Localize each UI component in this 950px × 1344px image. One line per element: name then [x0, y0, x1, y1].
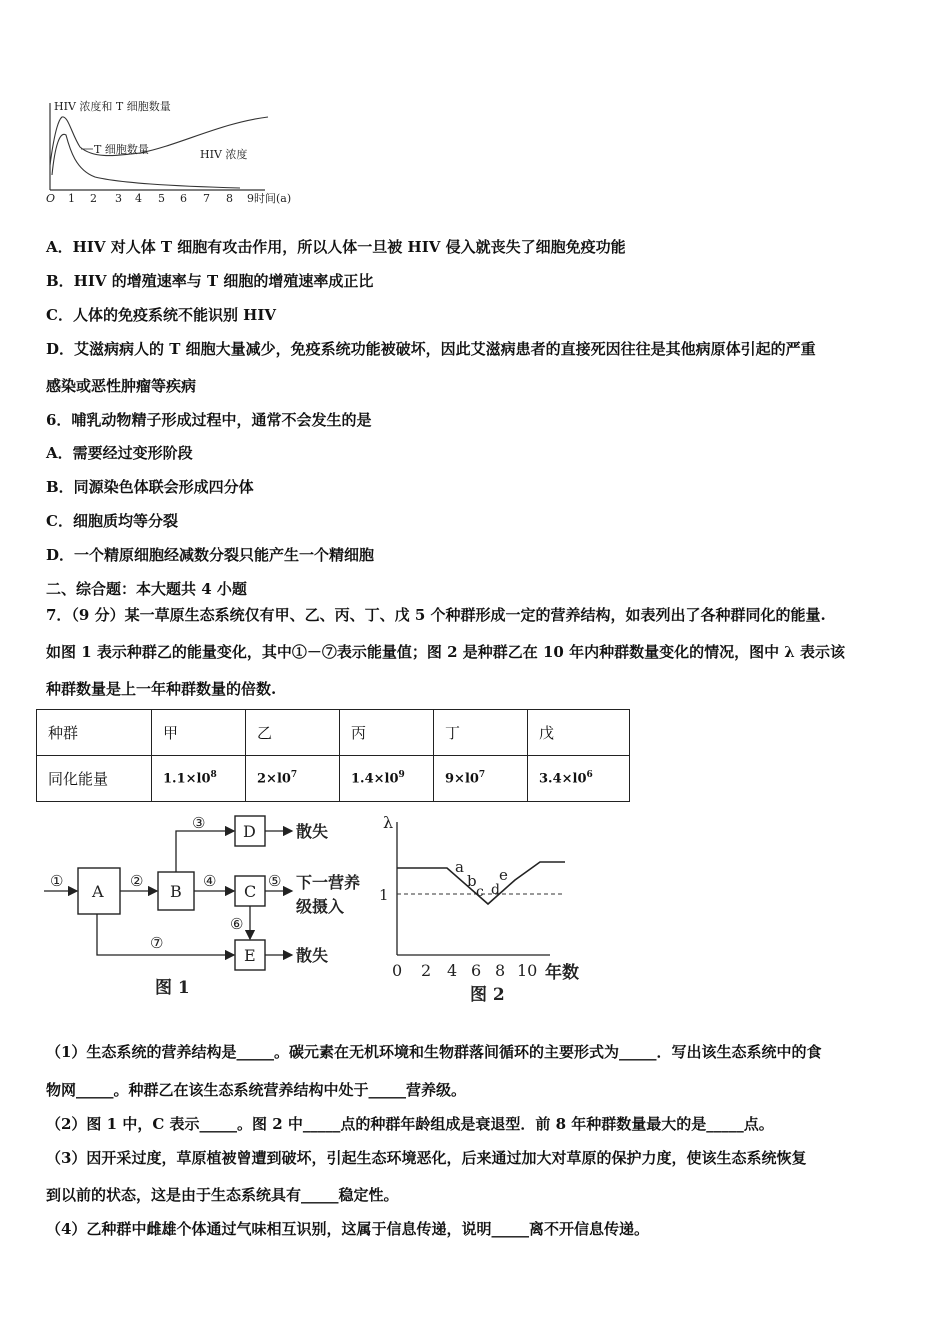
q6-option-d: D．一个精原细胞经减数分裂只能产生一个精细胞	[46, 546, 375, 564]
q7-sub3-line2: 到以前的状态，这是由于生态系统具有_____稳定性。	[46, 1186, 399, 1204]
x-tick: 5	[158, 192, 165, 205]
table-row-label: 同化能量	[37, 756, 152, 802]
mark-3: ③	[192, 814, 206, 832]
q5-option-a: A．HIV 对人体 T 细胞有攻击作用，所以人体一旦被 HIV 侵入就丧失了细胞免疫功能	[46, 238, 626, 256]
value-base: 1.4×l0	[351, 771, 399, 787]
chart-ylabel: HIV 浓度和 T 细胞数量	[54, 100, 171, 113]
figure-1-energy-flow	[40, 810, 380, 1005]
x-tick: 3	[115, 192, 122, 205]
q5-option-c: C．人体的免疫系统不能识别 HIV	[46, 306, 276, 324]
q5-option-d-line1: D．艾滋病病人的 T 细胞大量减少，免疫系统功能被破坏，因此艾滋病患者的直接死因往往是其他病原体引起的严重	[46, 340, 816, 358]
q6-option-b: B．同源染色体联会形成四分体	[46, 478, 254, 496]
x-axis-label: 年数	[545, 963, 579, 983]
x-axis-label: 时间(a)	[254, 192, 292, 205]
table-cell	[434, 756, 528, 802]
arrow-b-d	[176, 831, 234, 872]
q6-option-a: A．需要经过变形阶段	[46, 444, 193, 462]
q6-option-c: C．细胞质均等分裂	[46, 512, 178, 530]
table-cell: 乙	[246, 710, 340, 756]
q7-sub4: （4）乙种群中雌雄个体通过气味相互识别，这属于信息传递，说明_____离不开信息传递。	[46, 1220, 649, 1238]
hiv-tcell-chart	[40, 95, 310, 207]
table-header-row	[37, 710, 630, 756]
point-c: c	[476, 884, 484, 900]
box-a-label: A	[92, 882, 104, 901]
value-exp: 7	[478, 770, 486, 781]
figure-2-lambda-chart	[375, 810, 605, 1010]
mark-6: ⑥	[230, 915, 244, 933]
q7-sub3-line1: （3）因开采过度，草原植被曾遭到破坏，引起生态环境恶化，后来通过加大对草原的保护力度，使该生态系统恢复	[46, 1149, 807, 1167]
table-cell: 种群	[37, 710, 152, 756]
point-e: e	[499, 866, 508, 884]
energy-table	[36, 709, 630, 802]
table-cell	[246, 756, 340, 802]
value-exp: 7	[290, 770, 298, 781]
x-tick: 8	[226, 192, 233, 205]
x-tick: 7	[203, 192, 210, 205]
figure-1-caption: 图 1	[155, 978, 190, 998]
point-b: b	[467, 872, 477, 890]
table-cell: 丙	[340, 710, 434, 756]
dissipate-d-label: 散失	[296, 822, 329, 841]
q5-option-b: B．HIV 的增殖速率与 T 细胞的增殖速率成正比	[46, 272, 374, 290]
x-ticks	[68, 192, 254, 205]
point-a: a	[455, 858, 464, 876]
hiv-label: HIV 浓度	[200, 148, 248, 161]
x-tick: 10	[517, 961, 538, 980]
table-cell: 戊	[528, 710, 630, 756]
t-cell-label: T 细胞数量	[94, 143, 149, 156]
value-base: 2×l0	[257, 771, 291, 787]
box-d-label: D	[243, 822, 256, 841]
table-row	[37, 756, 630, 802]
table-cell	[528, 756, 630, 802]
table-cell	[340, 756, 434, 802]
next-level-line2: 级摄入	[296, 897, 345, 916]
value-exp: 9	[398, 770, 405, 781]
q6-stem: 6．哺乳动物精子形成过程中，通常不会发生的是	[46, 411, 372, 429]
table-cell: 甲	[152, 710, 246, 756]
x-tick: 4	[135, 192, 142, 205]
mark-1: ①	[50, 872, 64, 890]
figure-2-caption: 图 2	[470, 985, 505, 1005]
q7-line2: 如图 1 表示种群乙的能量变化，其中①－⑦表示能量值；图 2 是种群乙在 10 年内种群数量变化的情况，图中 λ 表示该	[46, 643, 846, 661]
lambda-label: λ	[383, 813, 394, 832]
origin-label: O	[46, 192, 56, 205]
x-tick: 2	[90, 192, 97, 205]
x-tick: 6	[471, 961, 482, 980]
q7-line3: 种群数量是上一年种群数量的倍数.	[46, 680, 277, 698]
x-tick: 6	[180, 192, 187, 205]
x-tick: 8	[495, 961, 506, 980]
q7-line1: 7．（9 分）某一草原生态系统仅有甲、乙、丙、丁、戊 5 个种群形成一定的营养结构，如表列出了各种群同化的能量.	[46, 606, 826, 624]
next-level-line1: 下一营养	[296, 873, 361, 892]
box-c-label: C	[244, 882, 257, 901]
value-base: 1.1×l0	[163, 771, 211, 787]
mark-5: ⑤	[268, 872, 282, 890]
x-tick: 0	[392, 961, 403, 980]
x-tick: 2	[421, 961, 432, 980]
q7-sub1-line2: 物网_____。种群乙在该生态系统营养结构中处于_____营养级。	[46, 1081, 467, 1099]
value-base: 9×l0	[445, 771, 479, 787]
mark-7: ⑦	[150, 934, 164, 952]
arrow-a-e	[97, 914, 234, 955]
box-e-label: E	[244, 946, 256, 965]
value-exp: 6	[586, 770, 593, 781]
q7-sub1-line1: （1）生态系统的营养结构是_____。碳元素在无机环境和生物群落间循环的主要形式为_____．写出该生态系统中的食	[46, 1043, 822, 1061]
box-b-label: B	[170, 882, 182, 901]
dissipate-e-label: 散失	[296, 946, 329, 965]
mark-4: ④	[203, 872, 217, 890]
y-one-label: 1	[379, 886, 389, 904]
q5-option-d-line2: 感染或恶性肿瘤等疾病	[46, 377, 197, 395]
section-heading: 二、综合题：本大题共 4 小题	[46, 580, 247, 598]
value-exp: 8	[210, 770, 217, 781]
x-ticks	[392, 961, 537, 980]
value-base: 3.4×l0	[539, 771, 587, 787]
point-d: d	[491, 882, 500, 898]
x-tick: 9	[247, 192, 254, 205]
x-tick: 4	[447, 961, 458, 980]
table-cell: 丁	[434, 710, 528, 756]
table-cell	[152, 756, 246, 802]
q7-sub2: （2）图 1 中，C 表示_____。图 2 中_____点的种群年龄组成是衰退型．前 8 年种群数量最大的是_____点。	[46, 1115, 774, 1133]
x-tick: 1	[68, 192, 75, 205]
mark-2: ②	[130, 872, 144, 890]
